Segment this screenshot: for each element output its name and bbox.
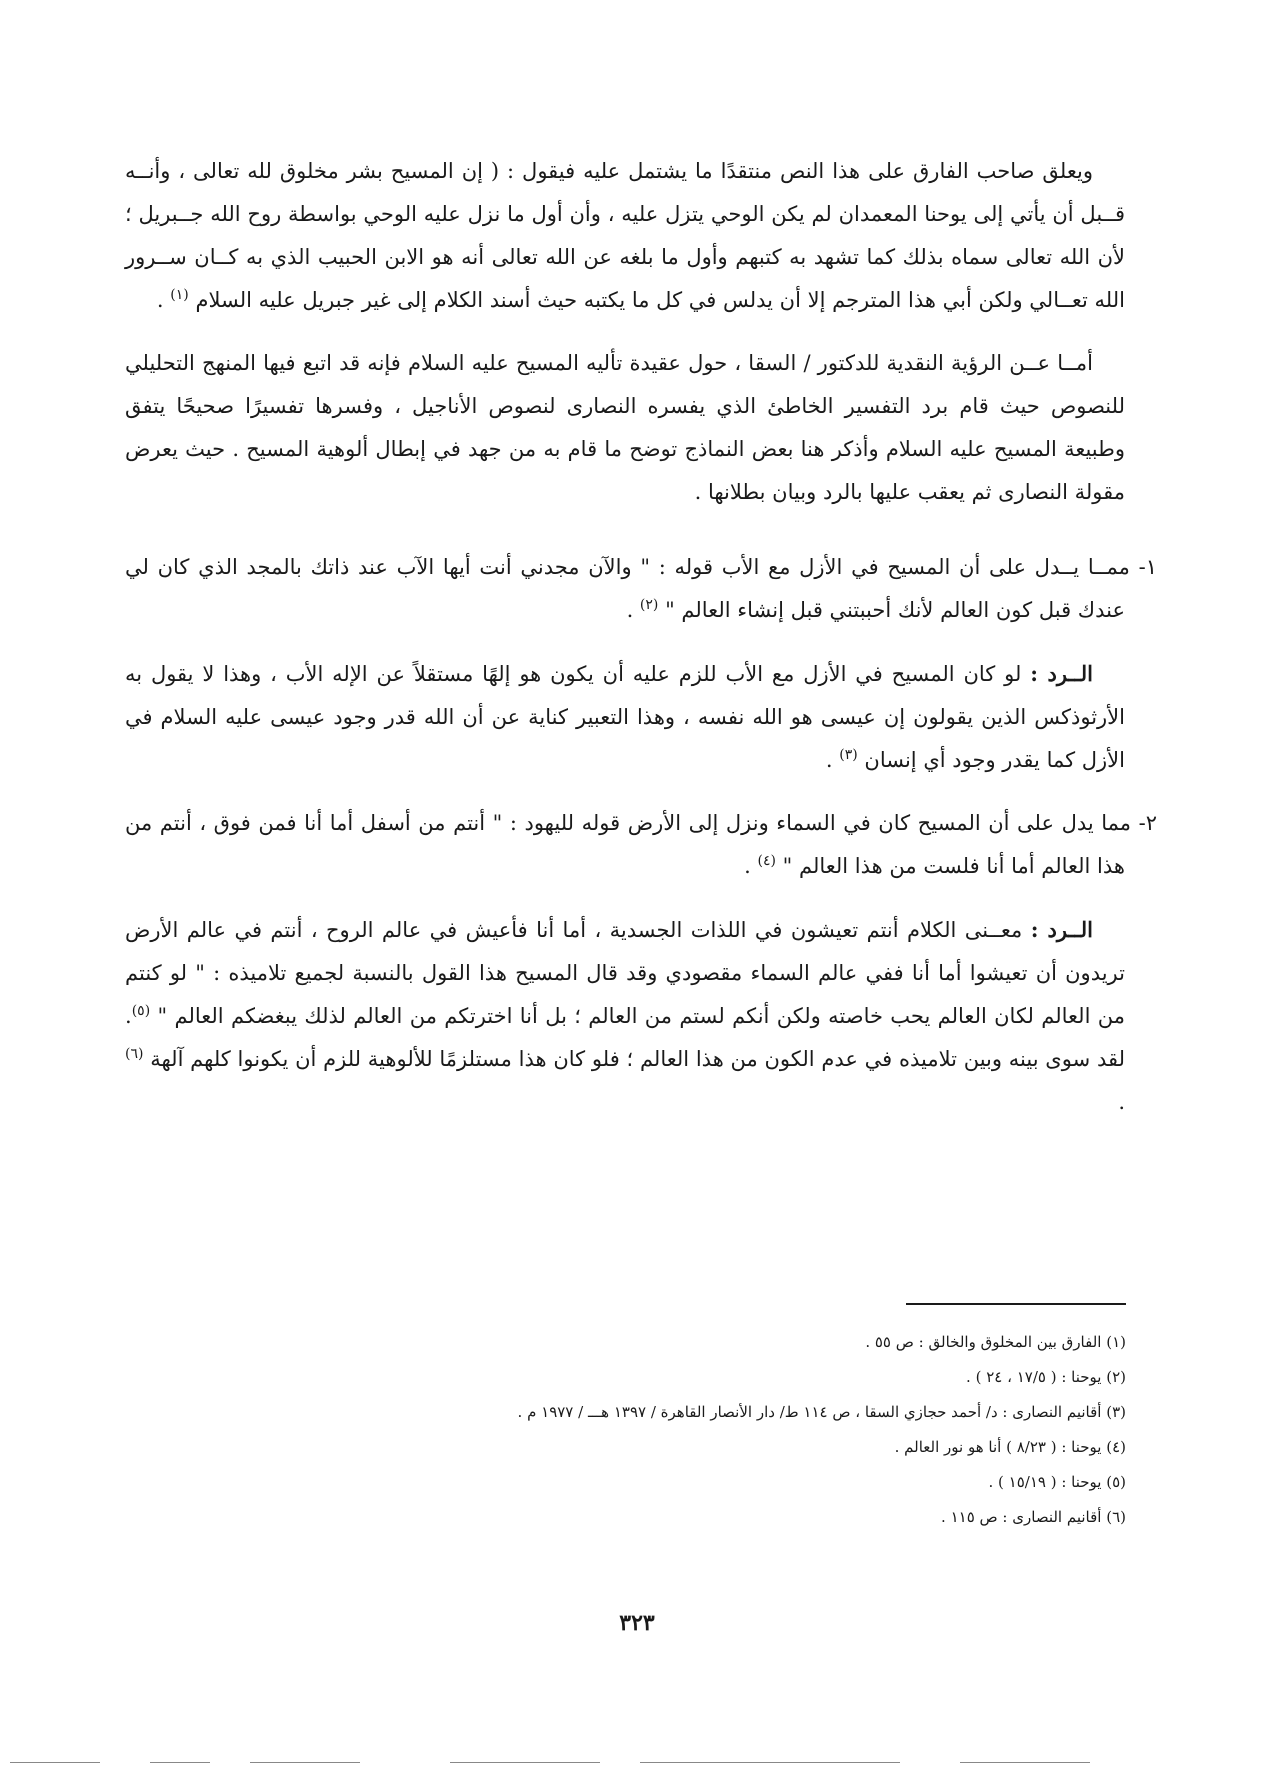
footnote-ref-2[interactable]: (٢) <box>639 597 659 613</box>
footnote-ref-3[interactable]: (٣) <box>839 747 858 763</box>
reply-2 <box>125 908 1125 1124</box>
footnote-4: (٤) يوحنا : ( ٨/٢٣ ) أنا هو نور العالم . <box>894 1438 1126 1456</box>
footnotes <box>300 1325 1126 1535</box>
paragraph-2-text: أمــا عــن الرؤية النقدية للدكتور / السقا ، حول عقيدة تأليه المسيح عليه السلام فإنه قد اتبع فيها المنهج التحليلي للنصوص حيث قام برد التفسير الخاطئ الذي يفسره النصارى لنصوص الأناجيل ، وفسرها تفسيرًا صحيحًا يتفق وطبيعة المسيح عليه السلام وأذكر هنا بعض النماذج توضح ما قام به من جهد في إبطال ألوهية المسيح . حيث يعرض مقولة النصارى ثم يعقب عليها بالرد وبيان بطلانها . <box>125 351 1125 504</box>
footnote-ref-5[interactable]: (٥) <box>131 1003 151 1019</box>
paragraph-1 <box>125 150 1125 322</box>
page-number: ٣٢٣ <box>619 1610 655 1636</box>
list-item-1 <box>125 546 1157 632</box>
scan-edge-mark <box>250 1762 360 1763</box>
footnote-ref-4[interactable]: (٤) <box>757 853 776 869</box>
list-item-2 <box>125 802 1157 888</box>
list-item-1-text: ١- ممــا يــدل على أن المسيح في الأزل مع الأب قوله : " والآن مجدني أنت أيها الآب عند ذاتك بالمجد الذي كان لي عندك قبل كون العالم لأنك أحببتني قبل إنشاء العالم " <box>125 555 1157 622</box>
reply-1-text: لو كان المسيح في الأزل مع الأب للزم عليه أن يكون هو إلهًا مستقلاً عن الإله الأب ، وهذا لا يقول به الأرثوذكس الذين يقولون إن عيسى هو الله نفسه ، وهذا التعبير كناية عن أن الله قدر وجود عيسى عليه السلام في الأزل كما يقدر وجود أي إنسان <box>125 662 1125 772</box>
list-item-2-text: ٢- مما يدل على أن المسيح كان في السماء ونزل إلى الأرض قوله لليهود : " أنتم من أسفل أما أنا فمن فوق ، أنتم من هذا العالم أما أنا فلست من هذا العالم " <box>125 811 1157 878</box>
footnote-separator <box>906 1303 1126 1305</box>
scan-edge-mark <box>960 1762 1090 1763</box>
footnote-ref-6[interactable]: (٦) <box>125 1046 144 1062</box>
footnote-5: (٥) يوحنا : ( ١٥/١٩ ) . <box>988 1473 1126 1491</box>
reply-label-1: الــرد : <box>1030 661 1093 686</box>
reply-2-end: . <box>1118 1090 1125 1114</box>
paragraph-1-text: ويعلق صاحب الفارق على هذا النص منتقدًا ما يشتمل عليه فيقول : ( إن المسيح بشر مخلوق لله تعالى ، وأنــه قــبل أن يأتي إلى يوحنا المعمدان لم يكن الوحي يتزل عليه ، وأن أول ما نزل عليه الوحي بواسطة روح الله جــبريل ؛ لأن الله تعالى سماه بذلك كما تشهد به كتبهم وأول ما بلغه عن الله تعالى أنه هو الابن الحبيب الذي به كــان ســرور الله تعــالي ولكن أبي هذا المترجم إلا أن يدلس في كل ما يكتبه حيث أسند الكلام إلى غير جبريل عليه السلام <box>125 159 1125 312</box>
scan-edge-mark <box>640 1762 900 1763</box>
scan-edge-mark <box>10 1762 100 1763</box>
reply-1 <box>125 652 1125 782</box>
reply-2-text: معــنى الكلام أنتم تعيشون في اللذات الجسدية ، أما أنا فأعيش في عالم الروح ، أنتم في عالم الأرض تريدون أن تعيشوا أما أنا ففي عالم السماء مقصودي وقد قال المسيح هذا القول بالنسبة لجميع تلاميذه : " لو كنتم من العالم لكان العالم يحب خاصته ولكن أنكم لستم من العالم ؛ بل أنا اخترتكم من العالم لذلك يبغضكم العالم " <box>125 918 1125 1028</box>
footnote-1: (١) الفارق بين المخلوق والخالق : ص ٥٥ . <box>865 1333 1126 1351</box>
footnote-ref-1[interactable]: (١) <box>170 287 189 303</box>
paragraph-1-end: . <box>156 288 171 312</box>
main-text <box>125 150 1157 1144</box>
scan-edge-mark <box>150 1762 210 1763</box>
scan-edge-mark <box>450 1762 600 1763</box>
reply-label-2: الــرد : <box>1030 917 1093 942</box>
paragraph-2 <box>125 342 1125 514</box>
footnote-2: (٢) يوحنا : ( ١٧/٥ ، ٢٤ ) . <box>966 1368 1126 1386</box>
reply-1-end: . <box>825 748 840 772</box>
list-item-1-end: . <box>626 598 640 622</box>
footnote-3: (٣) أقانيم النصارى : د/ أحمد حجازي السقا ، ص ١١٤ ط/ دار الأنصار القاهرة / ١٣٩٧ هـــ / ١٩٧٧ م . <box>517 1403 1126 1421</box>
footnote-6: (٦) أقانيم النصارى : ص ١١٥ . <box>941 1508 1126 1526</box>
list-item-2-end: . <box>744 854 758 878</box>
reply-2-mid: . لقد سوى بينه وبين تلاميذه في عدم الكون من هذا العالم ؛ فلو كان هذا مستلزمًا للألوهية للزم أن يكونوا كلهم آلهة <box>125 1004 1125 1071</box>
